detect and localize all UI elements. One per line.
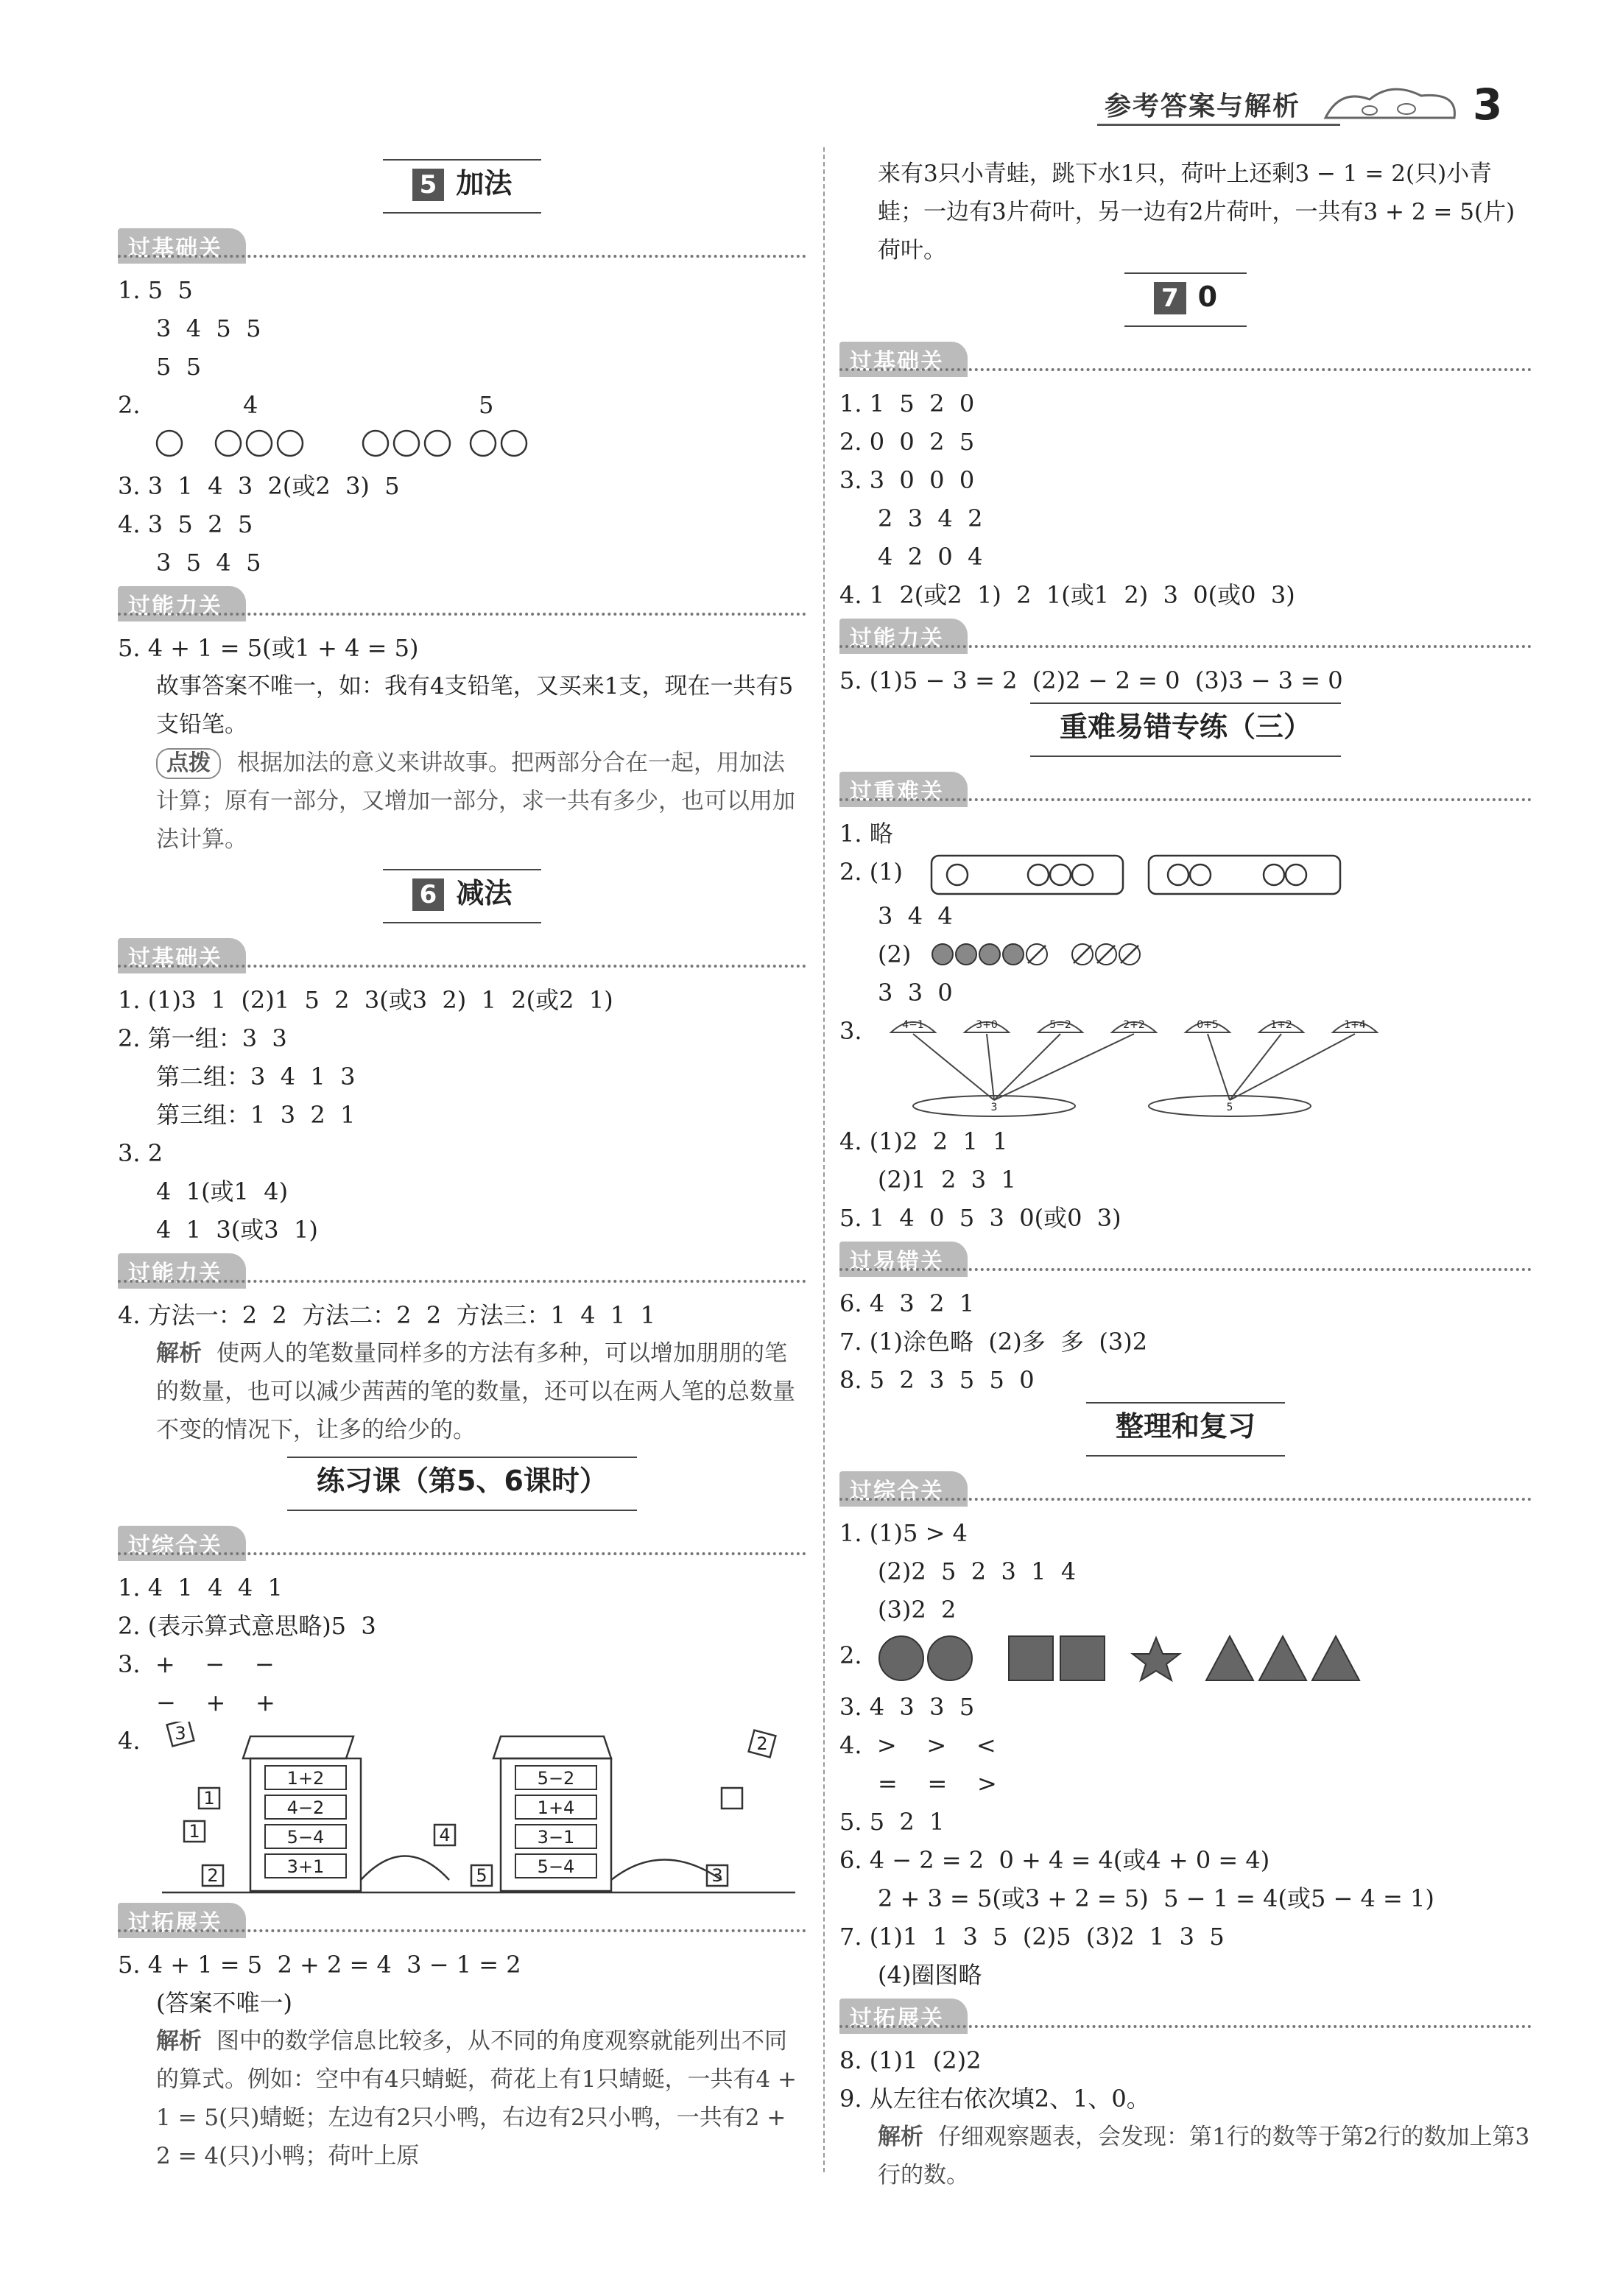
building-2-expr-3: 3−1 <box>537 1827 575 1848</box>
square-shape-icon <box>1009 1636 1053 1680</box>
answer-line: 4. 1 2(或2 1) 2 1(或1 2) 3 0(或0 3) <box>839 581 1295 609</box>
answer-line: 4 1 3(或3 1) <box>156 1216 318 1244</box>
answer-line: 4. 方法一：2 2 方法二：2 2 方法三：1 4 1 1 <box>118 1301 655 1329</box>
tag-number: 3 <box>711 1865 723 1886</box>
analysis-text: 仔细观察题表，会发现：第1行的数等于第2行的数加上第3行的数。 <box>878 2124 1530 2188</box>
answer-line: 第三组：1 3 2 1 <box>156 1101 356 1129</box>
answer-line: 5. 4 + 1 = 5(或1 + 4 = 5) <box>118 634 419 662</box>
umbrella-matching-illustration <box>884 1012 1399 1122</box>
page-number: 3 <box>1473 80 1503 130</box>
level-band: 过拓展关 <box>839 1999 1532 2035</box>
building-2-expr-4: 5−4 <box>537 1856 575 1877</box>
answer-line: 4. 3 5 2 5 <box>118 510 253 538</box>
crossed-circles-drawing <box>928 940 1267 969</box>
answer-line: 5 5 <box>156 353 202 381</box>
answer-line: 4 1(或1 4) <box>156 1177 289 1205</box>
level-band: 过能力关 <box>118 1253 806 1290</box>
answer-line: (4)圈图略 <box>878 1961 982 1989</box>
answer-number: 4 <box>243 391 258 419</box>
umbrella-label: 1+4 <box>1344 1019 1366 1031</box>
building-1-expr-3: 5−4 <box>286 1827 325 1848</box>
analysis-note <box>839 2118 1532 2194</box>
analysis-note <box>118 1334 806 1449</box>
answer-line: 2. 第一组：3 3 <box>118 1024 287 1052</box>
answer-line: 5. 5 2 1 <box>839 1808 945 1836</box>
star-shape-icon <box>1133 1638 1180 1680</box>
section-5-title <box>118 159 806 218</box>
answer-line: 5. (1)5 − 3 = 2 (2)2 − 2 = 0 (3)3 − 3 = 0 <box>839 666 1343 694</box>
umbrella-label: 5−2 <box>1049 1019 1071 1031</box>
answer-line: 1. 略 <box>839 820 893 848</box>
section-6-title <box>118 869 806 928</box>
section-title-text: 练习课（第5、6课时） <box>317 1465 608 1497</box>
answer-line: 8. (1)1 (2)2 <box>839 2046 982 2074</box>
shapes-row <box>839 1629 1532 1688</box>
section-title-text: 加法 <box>456 167 513 200</box>
answer-line: 3 3 0 <box>878 979 953 1007</box>
level-band: 过基础关 <box>839 342 1532 378</box>
section-number: 7 <box>1154 282 1186 314</box>
answer-line: (答案不唯一) <box>156 1989 292 2017</box>
answer-label: (2) <box>878 940 912 968</box>
grouped-circles-row <box>839 853 1532 897</box>
answer-number: 5 <box>479 391 494 419</box>
triangle-shape-icon <box>1312 1636 1359 1680</box>
left-column <box>118 155 806 2175</box>
circle-shape-icon <box>879 1636 923 1680</box>
answer-line: 3. 3 1 4 3 2(或2 3) 5 <box>118 472 400 500</box>
umbrella-label: 2+2 <box>1123 1019 1145 1031</box>
answer-line: 2 + 3 = 5(或3 + 2 = 5) 5 − 1 = 4(或5 − 4 = 1) <box>878 1884 1434 1912</box>
level-band: 过易错关 <box>839 1242 1532 1278</box>
umbrella-label: 4−1 <box>902 1019 924 1031</box>
circle-shape-icon <box>928 1636 972 1680</box>
answer-line: 7. (1)1 1 3 5 (2)5 (3)2 1 3 5 <box>839 1923 1225 1951</box>
section-title-text: 整理和复习 <box>1115 1410 1256 1443</box>
answer-line: 7. (1)涂色略 (2)多 多 (3)2 <box>839 1328 1148 1356</box>
review-title <box>839 1402 1532 1461</box>
answer-line: 1. 5 5 <box>118 276 193 304</box>
question-number: 4. <box>118 1727 141 1755</box>
section-number: 6 <box>412 878 445 911</box>
answer-label: 2. (1) <box>839 858 904 886</box>
answer-line: 1. (1)5 > 4 <box>839 1519 968 1547</box>
page-header <box>1097 80 1510 130</box>
answer-line: 3 4 4 <box>878 902 953 930</box>
answer-line: 6. 4 − 2 = 2 0 + 4 = 4(或4 + 0 = 4) <box>839 1846 1270 1874</box>
tag-number: 1 <box>189 1821 200 1842</box>
lily-pad-label: 3 <box>990 1102 998 1113</box>
grouped-circles-drawing <box>928 853 1443 897</box>
tip-text: 根据加法的意义来讲故事。把两部分合在一起，用加法计算；原有一部分，又增加一部分，求一共有多少，也可以用加法计算。 <box>156 750 795 853</box>
tag-number: 4 <box>439 1825 451 1845</box>
practice-title <box>118 1457 806 1515</box>
tag-number: 2 <box>756 1733 768 1754</box>
answer-line: 1. 1 5 2 0 <box>839 390 975 418</box>
answer-text: 故事答案不唯一，如：我有4支铅笔，又买来1支，现在一共有5支铅笔。 <box>156 673 794 738</box>
answer-line: 3 4 5 5 <box>156 314 261 342</box>
answer-line: 3 5 4 5 <box>156 549 261 577</box>
answer-line: 5. 1 4 0 5 3 0(或0 3) <box>839 1204 1121 1232</box>
triangle-shape-icon <box>1259 1636 1306 1680</box>
continued-text: 来有3只小青蛙，跳下水1只，荷叶上还剩3 − 1 = 2(只)小青蛙；一边有3片荷叶，另一边有2片荷叶，一共有3 + 2 = 5(片)荷叶。 <box>878 161 1515 264</box>
header-title: 参考答案与解析 <box>1105 91 1301 122</box>
answer-line: 1. (1)3 1 (2)1 5 2 3(或3 2) 1 2(或2 1) <box>118 986 613 1014</box>
building-1-expr-1: 1+2 <box>286 1768 325 1789</box>
triangle-shape-icon <box>1206 1636 1253 1680</box>
building-1-expr-2: 4−2 <box>286 1797 325 1818</box>
building-2-expr-2: 1+4 <box>537 1797 575 1818</box>
lily-pad-label: 5 <box>1226 1102 1233 1113</box>
answer-line: 4. > > < <box>839 1731 996 1759</box>
answer-line: 第二组：3 4 1 3 <box>156 1063 356 1091</box>
level-band: 过基础关 <box>118 938 806 975</box>
answer-line: 4 2 0 4 <box>878 543 983 571</box>
answer-line: 6. 4 3 2 1 <box>839 1289 975 1317</box>
answer-line: 9. 从左往右依次填2、1、0。 <box>839 2085 1150 2113</box>
level-band: 过能力关 <box>118 586 806 623</box>
umbrella-label: 1+2 <box>1270 1019 1292 1031</box>
answer-line: 4. (1)2 2 1 1 <box>839 1127 1008 1155</box>
level-band: 过能力关 <box>839 619 1532 655</box>
section-7-title <box>839 272 1532 331</box>
question-number: 3. <box>839 1017 862 1045</box>
answer-line: 1. 4 1 4 4 1 <box>118 1574 283 1602</box>
answer-line: 3. 4 3 3 5 <box>839 1693 975 1721</box>
answer-line: = = > <box>878 1769 997 1797</box>
tip-note <box>118 744 806 859</box>
circle-answer-row: 2. 4 5 <box>118 386 806 467</box>
answer-line: 2. (表示算式意思略)5 3 <box>118 1612 376 1640</box>
analysis-label: 解析 <box>156 2028 202 2054</box>
answer-line: 3. 2 <box>118 1139 163 1167</box>
answer-line: (2)1 2 3 1 <box>878 1166 1016 1194</box>
analysis-note <box>118 2022 806 2175</box>
analysis-label: 解析 <box>156 1340 202 1367</box>
tip-label: 点拨 <box>156 748 221 779</box>
square-shape-icon <box>1060 1636 1105 1680</box>
answer-line: 2 3 4 2 <box>878 504 983 532</box>
review-exercise-title <box>839 702 1532 761</box>
analysis-text: 图中的数学信息比较多，从不同的角度观察就能列出不同的算式。例如：空中有4只蜻蜓，荷花上有1只蜻蜓，一共有4 + 1 = 5(只)蜻蜓；左边有2只小鸭，右边有2只小鸭，一共有2 + 2 = 4(只)小鸭；荷叶上原 <box>156 2028 797 2169</box>
level-band: 过综合关 <box>118 1526 806 1563</box>
cloud-decoration-icon <box>1318 81 1465 125</box>
level-band: 过基础关 <box>118 228 806 265</box>
answer-line: 3. 3 0 0 0 <box>839 466 975 494</box>
answer-line: 5. 4 + 1 = 5 2 + 2 = 4 3 − 1 = 2 <box>118 1951 521 1979</box>
question-number: 2. <box>839 1641 862 1669</box>
shapes-drawing <box>876 1632 1451 1685</box>
analysis-label: 解析 <box>878 2124 923 2150</box>
umbrella-label: 0+5 <box>1197 1019 1219 1031</box>
building-1-expr-4: 3+1 <box>286 1856 325 1877</box>
buildings-figure <box>118 1722 806 1898</box>
buildings-illustration <box>162 1722 795 1898</box>
right-column <box>839 155 1532 2194</box>
column-divider <box>823 147 825 2172</box>
tag-number: 2 <box>207 1865 219 1886</box>
analysis-text: 使两人的笔数量同样多的方法有多种，可以增加朋朋的笔的数量，也可以减少茜茜的笔的数量，还可以在两人笔的总数量不变的情况下，让多的给少的。 <box>156 1340 795 1443</box>
crossed-circles-row <box>839 935 1532 973</box>
section-title-text: 减法 <box>456 877 513 909</box>
answer-line: − + + <box>156 1688 275 1716</box>
building-2-expr-1: 5−2 <box>537 1768 575 1789</box>
tag-number: 3 <box>175 1723 186 1744</box>
answer-line: (2)2 5 2 3 1 4 <box>878 1557 1077 1585</box>
umbrella-figure <box>839 1012 1532 1122</box>
level-band: 过拓展关 <box>118 1903 806 1940</box>
answer-line: 8. 5 2 3 5 5 0 <box>839 1366 1035 1394</box>
umbrella-label: 3+0 <box>976 1019 998 1031</box>
header-underline <box>1097 124 1340 126</box>
section-title-text: 重难易错专练（三） <box>1059 711 1311 743</box>
level-band: 过综合关 <box>839 1471 1532 1508</box>
tag-number: 5 <box>476 1865 487 1886</box>
section-title-text: 0 <box>1197 281 1218 313</box>
level-band: 过重难关 <box>839 772 1532 809</box>
section-number: 5 <box>412 169 445 201</box>
answer-line: 3. + − − <box>118 1650 275 1678</box>
circles-drawing <box>155 427 611 464</box>
answer-line: (3)2 2 <box>878 1596 957 1624</box>
tag-number: 1 <box>203 1788 215 1809</box>
answer-line: 2. 0 0 2 5 <box>839 428 975 456</box>
